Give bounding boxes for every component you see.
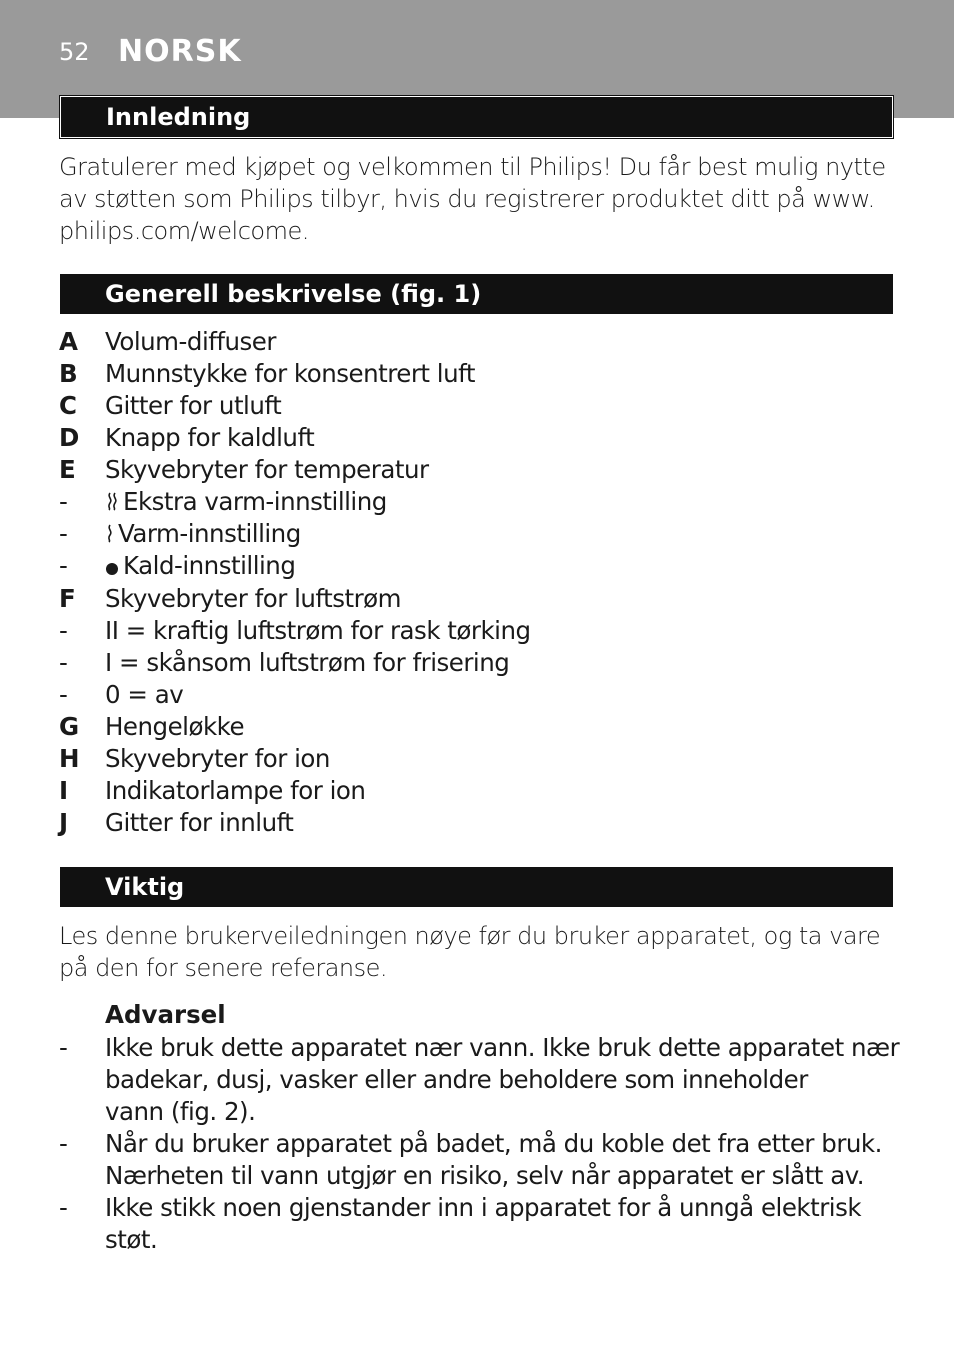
language-heading: NORSK (118, 34, 242, 69)
item-label: Gitter for innluft (105, 808, 294, 838)
section-bar-description (60, 274, 893, 314)
item-label: Knapp for kaldluft (105, 423, 315, 453)
item-dash: - (59, 615, 68, 645)
item-key: D (59, 423, 79, 453)
description-item (59, 358, 899, 390)
item-key: J (59, 808, 68, 838)
item-dash: - (59, 647, 68, 677)
description-item (59, 583, 899, 615)
intro-line: philips.com/welcome. (59, 217, 309, 245)
warning-line: Ikke stikk noen gjenstander inn i apparatet for å unngå elektrisk støt. (105, 1193, 862, 1254)
description-item (59, 518, 899, 550)
description-item (59, 711, 899, 743)
intro-paragraph (59, 151, 899, 247)
description-item (59, 647, 899, 679)
description-item (59, 743, 899, 775)
warning-line: badekar, dusj, vasker eller andre beholdere som inneholder (105, 1065, 808, 1094)
warning-dash: - (59, 1193, 68, 1222)
item-label: Gitter for utluft (105, 391, 282, 421)
item-key: G (59, 711, 79, 741)
page-number: 52 (59, 38, 90, 66)
item-dash: - (59, 487, 68, 517)
section-title-important: Viktig (105, 873, 185, 901)
description-item (59, 807, 899, 839)
item-label: Ekstra varm-innstilling (123, 487, 387, 517)
item-key: C (59, 391, 77, 421)
description-item (59, 422, 899, 454)
item-key: H (59, 743, 80, 773)
warning-dash: - (59, 1129, 68, 1158)
warning-item (59, 1128, 899, 1192)
description-item (59, 454, 899, 486)
item-key: I (59, 775, 68, 805)
warning-line: Når du bruker apparatet på badet, må du koble det fra etter bruk. (105, 1129, 882, 1158)
description-item (59, 390, 899, 422)
double-heat-wave-icon (105, 487, 119, 519)
item-dash: - (59, 519, 68, 549)
dot-icon (105, 551, 119, 583)
item-label: 0 = av (105, 679, 184, 709)
section-title-description: Generell beskrivelse (fig. 1) (105, 280, 482, 308)
item-label: Skyvebryter for luftstrøm (105, 583, 402, 613)
item-label: Kald-innstilling (123, 551, 296, 581)
single-heat-wave-icon (105, 519, 114, 551)
description-item (59, 486, 899, 518)
item-label: Varm-innstilling (118, 519, 301, 549)
item-key: A (59, 327, 78, 356)
description-item (59, 550, 899, 582)
important-paragraph (59, 920, 899, 984)
item-key: B (59, 359, 78, 389)
item-dash: - (59, 679, 68, 709)
description-item (59, 326, 899, 358)
section-title-intro: Innledning (106, 103, 251, 131)
item-label: II = kraftig luftstrøm for rask tørking (105, 615, 531, 645)
item-label: Volum-diffuser (105, 327, 276, 356)
item-label: Hengeløkke (105, 711, 245, 741)
intro-line: av støtten som Philips tilbyr, hvis du registrerer produktet ditt på www. (59, 185, 875, 213)
description-item (59, 775, 899, 807)
description-item (59, 615, 899, 647)
important-line: Les denne brukerveiledningen nøye før du bruker apparatet, og ta vare (59, 922, 881, 950)
warning-line: vann (fig. 2). (105, 1097, 256, 1126)
item-label: Indikatorlampe for ion (105, 775, 366, 805)
item-label: Munnstykke for konsentrert luft (105, 359, 475, 389)
warning-item (59, 1032, 899, 1128)
warning-dash: - (59, 1033, 68, 1062)
description-item (59, 679, 899, 711)
item-key: F (59, 583, 76, 613)
warning-line: Ikke bruk dette apparatet nær vann. Ikke bruk dette apparatet nær (105, 1033, 900, 1062)
item-label: Skyvebryter for ion (105, 743, 330, 773)
warning-heading: Advarsel (105, 1000, 226, 1029)
item-label: Skyvebryter for temperatur (105, 455, 429, 485)
item-dash: - (59, 551, 68, 581)
important-line: på den for senere referanse. (59, 954, 388, 982)
item-key: E (59, 455, 76, 485)
item-label: I = skånsom luftstrøm for frisering (105, 647, 510, 677)
warning-line: Nærheten til vann utgjør en risiko, selv når apparatet er slått av. (105, 1161, 865, 1190)
section-bar-important (60, 867, 893, 907)
intro-line: Gratulerer med kjøpet og velkommen til Philips! Du får best mulig nytte (59, 153, 886, 181)
warning-item (59, 1192, 899, 1254)
section-bar-intro (60, 96, 893, 138)
